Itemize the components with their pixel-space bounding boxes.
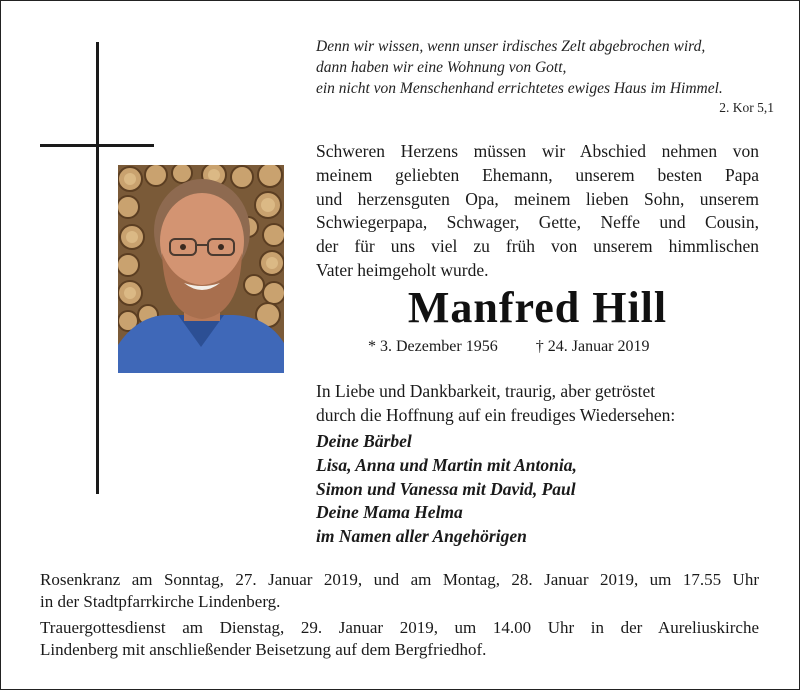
birth-date: 3. Dezember 1956 (380, 338, 498, 355)
cross-horizontal-bar (40, 144, 154, 147)
intro-line: Schweren Herzens müssen wir Abschied nehmen von (316, 141, 759, 161)
deceased-name: Manfred Hill (407, 283, 668, 332)
intro-line: Schwiegerpapa, Schwager, Gette, Neffe und Cousin, (316, 212, 759, 233)
closing-line: In Liebe und Dankbarkeit, traurig, aber getröstet (316, 381, 656, 401)
portrait-photo (118, 165, 284, 373)
rosary-line: Rosenkranz am Sonntag, 27. Januar 2019, und am Montag, 28. Januar 2019, um 17.55 Uhr (40, 570, 759, 589)
death-date: 24. Januar 2019 (547, 338, 650, 355)
quote-line: ein nicht von Menschenhand errichtetes ewiges Haus im Himmel. (316, 80, 723, 97)
closing-paragraph (316, 380, 759, 428)
intro-line: der für uns viel zu früh von unserem himmlischen (316, 236, 759, 257)
intro-line: Vater heimgeholt wurde. (316, 259, 489, 280)
quote-reference: 2. Kor 5,1 (719, 100, 774, 115)
intro-paragraph (316, 140, 759, 283)
mourner-line: Deine Bärbel (316, 431, 412, 451)
cross-vertical-bar (96, 42, 99, 494)
life-dates (368, 338, 650, 356)
mourner-line: Simon und Vanessa mit David, Paul (316, 478, 576, 499)
intro-line: und herzensguten Opa, meinem lieben Sohn, unserem (316, 188, 759, 209)
bible-quote (316, 36, 776, 99)
cross-symbol-icon: † (535, 338, 544, 355)
mourners-list (316, 430, 759, 549)
rosary-line: in der Stadtpfarrkirche Lindenberg. (40, 592, 281, 611)
born-symbol: * (368, 338, 376, 355)
funeral-line: Trauergottesdienst am Dienstag, 29. Januar 2019, um 14.00 Uhr in der Aureliuskirche (40, 618, 759, 637)
quote-line: Denn wir wissen, wenn unser irdisches Zelt abgebrochen wird, (316, 38, 706, 55)
quote-line: dann haben wir eine Wohnung von Gott, (316, 59, 567, 76)
intro-line: meinem geliebten Ehemann, unserem besten Papa (316, 164, 759, 185)
closing-line: durch die Hoffnung auf ein freudiges Wiedersehen: (316, 404, 676, 425)
funeral-line: Lindenberg mit anschließender Beisetzung auf dem Bergfriedhof. (40, 640, 487, 659)
mourner-line: im Namen aller Angehörigen (316, 526, 527, 547)
mourner-line: Lisa, Anna und Martin mit Antonia, (316, 454, 577, 475)
mourner-line: Deine Mama Helma (316, 502, 463, 523)
service-info (40, 569, 759, 661)
